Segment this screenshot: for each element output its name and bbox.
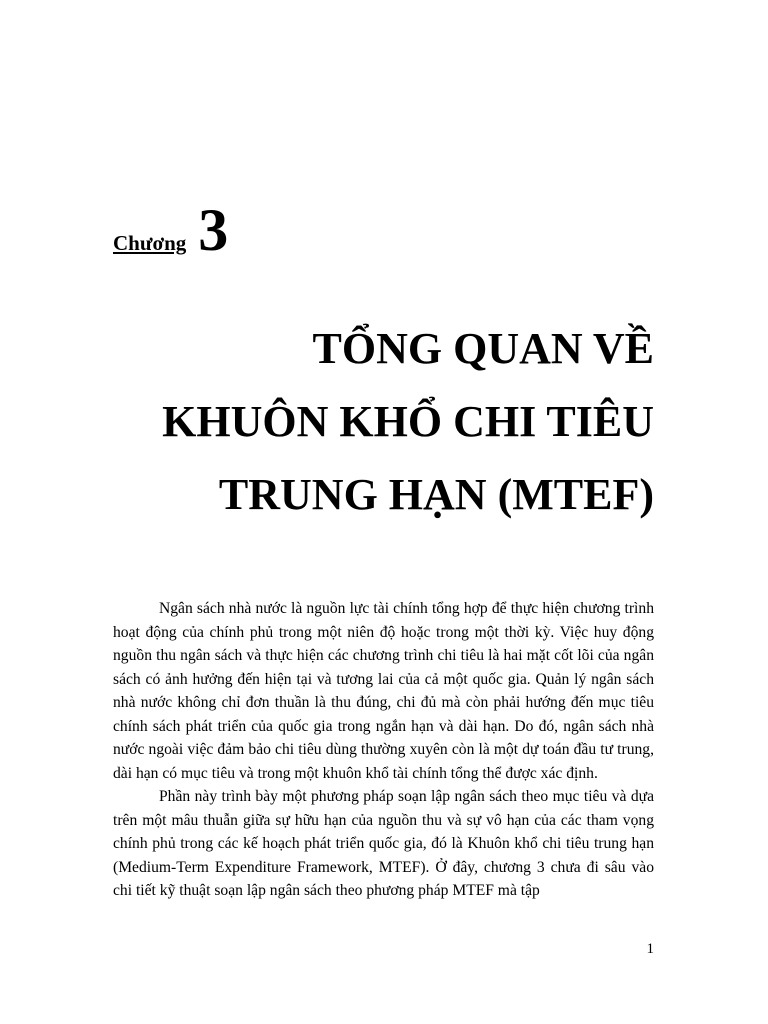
chapter-title-line: KHUÔN KHỔ CHI TIÊU (162, 397, 654, 446)
body-text (113, 597, 654, 903)
chapter-label: Chương (113, 231, 187, 255)
body-paragraph: Phần này trình bày một phương pháp soạn lập ngân sách theo mục tiêu và dựa trên một mâu thuẫn giữa sự hữu hạn của nguồn thu và sự vô hạn của các tham vọng chính phủ trong các kế hoạch phát triển quốc gia, đó là Khuôn khổ chi tiêu trung hạn (Medium-Term Expenditure Framework, MTEF). Ở đây, chương 3 chưa đi sâu vào chi tiết kỹ thuật soạn lập ngân sách theo phương pháp MTEF mà tập (113, 788, 654, 899)
body-paragraph: Ngân sách nhà nước là nguồn lực tài chính tổng hợp để thực hiện chương trình hoạt động của chính phủ trong một niên độ hoặc trong một thời kỳ. Việc huy động nguồn thu ngân sách và thực hiện các chương trình chi tiêu là hai mặt cốt lõi của ngân sách có ảnh hưởng đến hiện tại và tương lai của cả một quốc gia. Quản lý ngân sách nhà nước không chỉ đơn thuần là thu đúng, chi đủ mà còn phải hướng đến mục tiêu chính sách phát triển của quốc gia trong ngắn hạn và dài hạn. Do đó, ngân sách nhà nước ngoài việc đảm bảo chi tiêu dùng thường xuyên còn là một dự toán đầu tư trung, dài hạn có mục tiêu và trong một khuôn khổ tài chính tổng thể được xác định. (113, 600, 654, 782)
chapter-heading (113, 197, 229, 270)
chapter-title-line: TRUNG HẠN (MTEF) (218, 470, 654, 519)
chapter-number: 3 (198, 197, 229, 263)
chapter-title (94, 312, 654, 531)
chapter-title-line: TỔNG QUAN VỀ (312, 324, 654, 373)
page-number: 1 (646, 941, 654, 957)
